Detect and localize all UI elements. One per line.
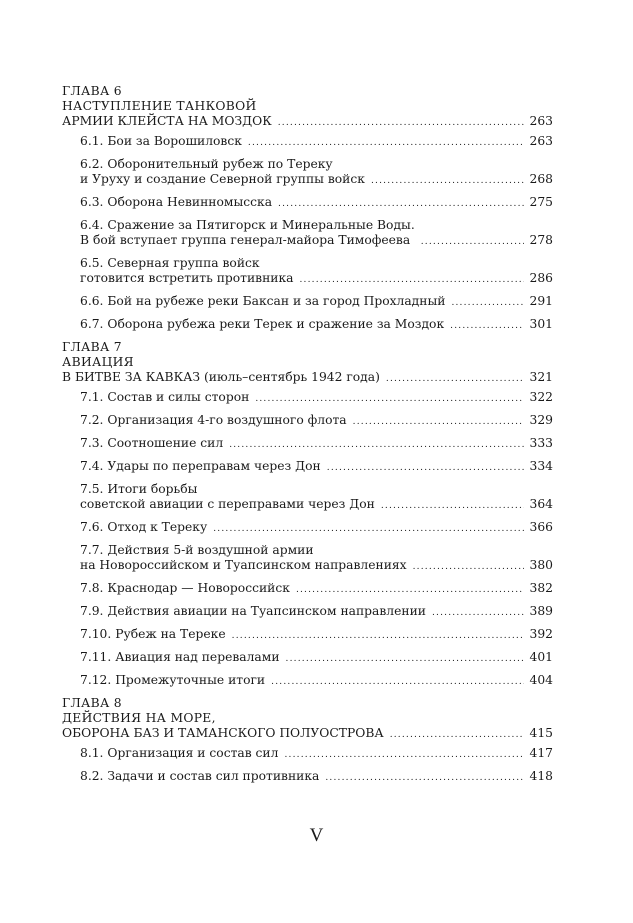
- section-entry[interactable]: [62, 218, 553, 248]
- page-number: 321: [529, 370, 553, 384]
- chapter-title-line: В БИТВЕ ЗА КАВКАЗ (июль–сентябрь 1942 года): [62, 370, 380, 384]
- chapter-title-line: ОБОРОНА БАЗ И ТАМАНСКОГО ПОЛУОСТРОВА: [62, 726, 384, 740]
- section-entry[interactable]: [62, 294, 553, 309]
- page-number: 392: [529, 627, 553, 641]
- chapter-entry[interactable]: [62, 726, 553, 741]
- page-number: 364: [529, 497, 553, 511]
- section-title: готовится встретить противника: [80, 271, 294, 285]
- section-title: 7.4. Удары по переправам через Дон: [80, 459, 321, 473]
- page-number: 334: [529, 459, 553, 473]
- section-title: 6.5. Северная группа войск: [80, 256, 260, 270]
- leader-dots: [451, 294, 523, 309]
- leader-dots: [255, 390, 523, 405]
- section-entry[interactable]: [62, 581, 553, 596]
- page-number: 380: [529, 558, 553, 572]
- leader-dots: [213, 520, 523, 535]
- section-entry[interactable]: [62, 195, 553, 210]
- page-number: 333: [529, 436, 553, 450]
- leader-dots: [421, 233, 524, 248]
- chapter-entry[interactable]: [62, 114, 553, 129]
- page-number: 382: [529, 581, 553, 595]
- page-number: 301: [529, 317, 553, 331]
- page-number: 415: [529, 726, 553, 740]
- section-title: и Уруху и создание Северной группы войск: [80, 172, 365, 186]
- section-title: 8.2. Задачи и состав сил противника: [80, 769, 320, 783]
- leader-dots: [432, 604, 524, 619]
- section-title: на Новороссийском и Туапсинском направлениях: [80, 558, 407, 572]
- section-title: 6.6. Бой на рубеже реки Баксан и за город Прохладный: [80, 294, 446, 308]
- section-entry[interactable]: [62, 482, 553, 512]
- section-entry[interactable]: [62, 134, 553, 149]
- page-number: 268: [529, 172, 553, 186]
- section-title: 8.1. Организация и состав сил: [80, 746, 279, 760]
- page-number: 366: [529, 520, 553, 534]
- section-title: 7.5. Итоги борьбы: [80, 482, 198, 496]
- leader-dots: [381, 497, 524, 512]
- leader-dots: [286, 650, 524, 665]
- page-number: 263: [529, 114, 553, 128]
- section-entry[interactable]: [62, 256, 553, 286]
- section-entry[interactable]: [62, 746, 553, 761]
- page-number: 263: [529, 134, 553, 148]
- section-title: 6.4. Сражение за Пятигорск и Минеральные Воды.: [80, 218, 415, 232]
- chapter-title-line: АВИАЦИЯ: [62, 355, 134, 369]
- section-title: 6.2. Оборонительный рубеж по Тереку: [80, 157, 333, 171]
- leader-dots: [284, 746, 523, 761]
- chapter-title-line: ДЕЙСТВИЯ НА МОРЕ,: [62, 711, 216, 725]
- page-number: 322: [529, 390, 553, 404]
- page-number: 404: [529, 673, 553, 687]
- section-title: 7.11. Авиация над перевалами: [80, 650, 280, 664]
- leader-dots: [271, 673, 523, 688]
- section-entry[interactable]: [62, 459, 553, 474]
- page-folio: V: [309, 825, 324, 846]
- table-of-contents: [62, 82, 553, 784]
- chapter-title-line: АРМИИ КЛЕЙСТА НА МОЗДОК: [62, 114, 272, 128]
- leader-dots: [450, 317, 523, 332]
- section-entry[interactable]: [62, 650, 553, 665]
- section-title: В бой вступает группа генерал-майора Тимофеева: [80, 233, 411, 247]
- page-number: 286: [529, 271, 553, 285]
- section-title: 7.1. Состав и силы сторон: [80, 390, 250, 404]
- page-number: 417: [529, 746, 553, 760]
- section-entry[interactable]: [62, 543, 553, 573]
- page-number: 401: [529, 650, 553, 664]
- page-number: 389: [529, 604, 553, 618]
- leader-dots: [353, 413, 524, 428]
- section-entry[interactable]: [62, 627, 553, 642]
- section-title: 6.3. Оборона Невинномысска: [80, 195, 273, 209]
- chapter-entry[interactable]: [62, 370, 553, 385]
- page-number: 418: [529, 769, 553, 783]
- section-entry[interactable]: [62, 769, 553, 784]
- page-number: 275: [529, 195, 553, 209]
- section-entry[interactable]: [62, 413, 553, 428]
- section-title: 7.3. Соотношение сил: [80, 436, 224, 450]
- section-entry[interactable]: [62, 673, 553, 688]
- leader-dots: [386, 370, 524, 385]
- leader-dots: [325, 769, 523, 784]
- leader-dots: [278, 114, 524, 129]
- section-title: 6.7. Оборона рубежа реки Терек и сражение за Моздок: [80, 317, 445, 331]
- section-title: 7.9. Действия авиации на Туапсинском направлении: [80, 604, 426, 618]
- chapter-title-line: НАСТУПЛЕНИЕ ТАНКОВОЙ: [62, 99, 257, 113]
- page-number: 329: [529, 413, 553, 427]
- section-title: 7.12. Промежуточные итоги: [80, 673, 266, 687]
- chapter-label: ГЛАВА 8: [62, 696, 122, 710]
- leader-dots: [390, 726, 524, 741]
- section-title: 7.6. Отход к Тереку: [80, 520, 208, 534]
- leader-dots: [248, 134, 524, 149]
- leader-dots: [300, 271, 524, 286]
- section-entry[interactable]: [62, 436, 553, 451]
- chapter-label: ГЛАВА 6: [62, 84, 122, 98]
- chapter-7: [62, 340, 553, 688]
- page-number: 291: [529, 294, 553, 308]
- leader-dots: [278, 195, 523, 210]
- section-title: 7.2. Организация 4-го воздушного флота: [80, 413, 347, 427]
- leader-dots: [296, 581, 524, 596]
- section-entry[interactable]: [62, 157, 553, 187]
- section-entry[interactable]: [62, 604, 553, 619]
- section-title: 7.10. Рубеж на Тереке: [80, 627, 226, 641]
- section-entry[interactable]: [62, 390, 553, 405]
- leader-dots: [229, 436, 523, 451]
- section-entry[interactable]: [62, 317, 553, 332]
- leader-dots: [327, 459, 524, 474]
- leader-dots: [413, 558, 524, 573]
- section-entry[interactable]: [62, 520, 553, 535]
- section-title: 7.8. Краснодар — Новороссийск: [80, 581, 290, 595]
- leader-dots: [232, 627, 524, 642]
- section-title: 7.7. Действия 5-й воздушной армии: [80, 543, 314, 557]
- chapter-6: [62, 84, 553, 332]
- section-title: 6.1. Бои за Ворошиловск: [80, 134, 242, 148]
- section-title: советской авиации с переправами через Дон: [80, 497, 375, 511]
- chapter-8: [62, 696, 553, 784]
- page-number: 278: [529, 233, 553, 247]
- leader-dots: [371, 172, 524, 187]
- chapter-label: ГЛАВА 7: [62, 340, 122, 354]
